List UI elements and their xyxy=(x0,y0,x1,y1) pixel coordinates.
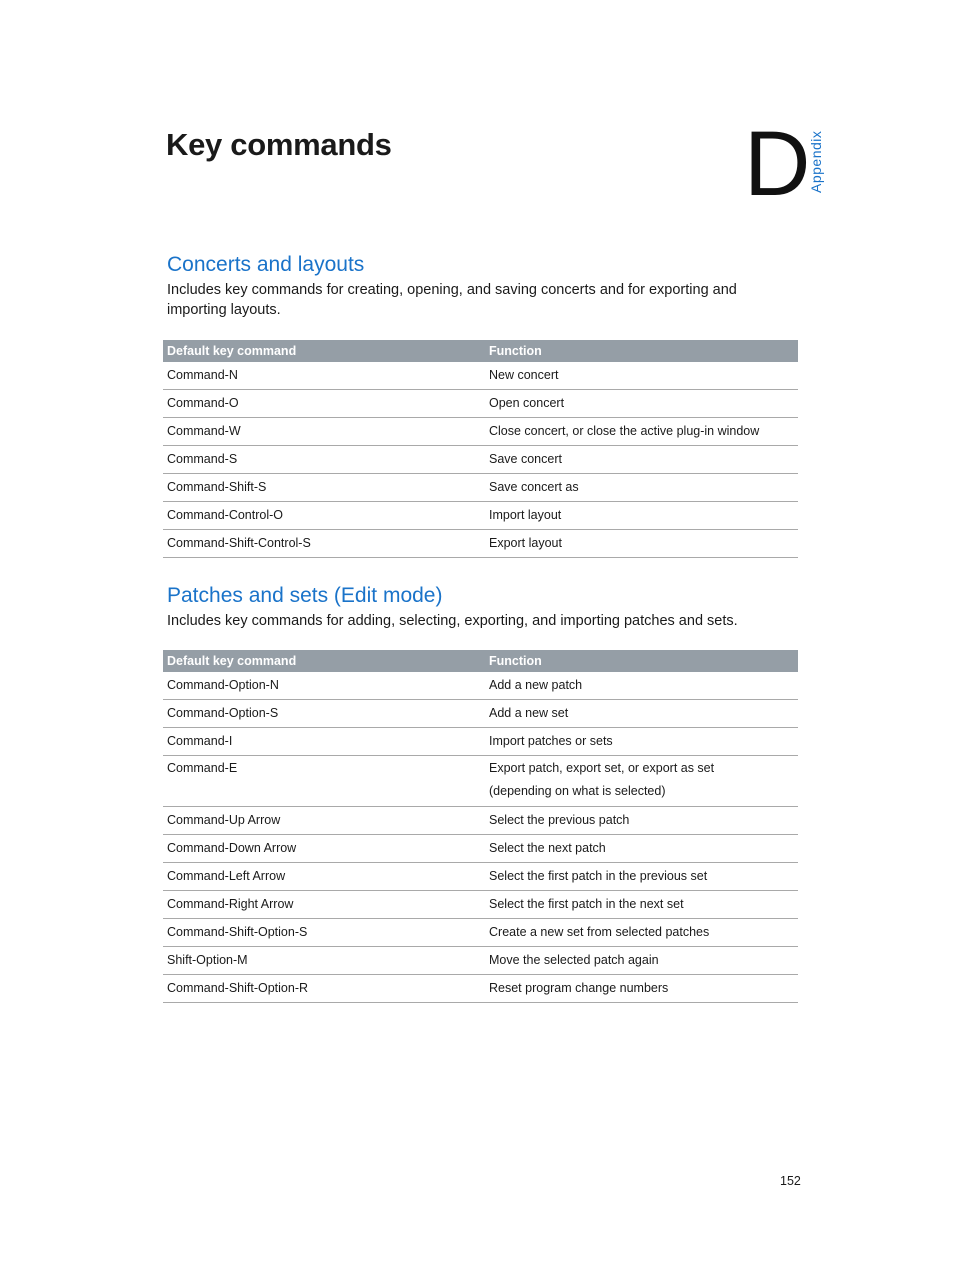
key-command-cell: Command-Option-N xyxy=(163,672,485,700)
table-row xyxy=(163,390,798,418)
key-command-cell: Command-W xyxy=(163,418,485,446)
key-command-cell: Command-Shift-Control-S xyxy=(163,530,485,558)
section-heading-concerts: Concerts and layouts xyxy=(167,253,365,276)
appendix-label: Appendix xyxy=(808,130,824,193)
key-command-cell: Command-E xyxy=(163,756,485,807)
column-header-key: Default key command xyxy=(163,340,485,362)
column-header-function: Function xyxy=(485,340,798,362)
key-command-cell: Command-I xyxy=(163,728,485,756)
function-cell: Select the first patch in the previous set xyxy=(485,863,798,891)
table-row xyxy=(163,700,798,728)
table-row xyxy=(163,446,798,474)
key-command-cell: Command-Right Arrow xyxy=(163,891,485,919)
page-number: 152 xyxy=(780,1174,801,1188)
table-row xyxy=(163,807,798,835)
key-command-cell: Command-Shift-S xyxy=(163,474,485,502)
key-command-cell: Command-Down Arrow xyxy=(163,835,485,863)
function-cell: Add a new patch xyxy=(485,672,798,700)
function-cell: Move the selected patch again xyxy=(485,947,798,975)
function-cell: Close concert, or close the active plug-in window xyxy=(485,418,798,446)
function-cell: Save concert xyxy=(485,446,798,474)
function-cell: Save concert as xyxy=(485,474,798,502)
table-row xyxy=(163,672,798,700)
table-body xyxy=(163,362,798,558)
function-cell: Select the next patch xyxy=(485,835,798,863)
section-heading-patches: Patches and sets (Edit mode) xyxy=(167,584,443,607)
table-row xyxy=(163,975,798,1003)
table-row xyxy=(163,947,798,975)
chapter-letter: D xyxy=(744,113,811,215)
key-command-cell: Command-Option-S xyxy=(163,700,485,728)
table-row xyxy=(163,530,798,558)
function-cell: Import patches or sets xyxy=(485,728,798,756)
column-header-key: Default key command xyxy=(163,650,485,672)
key-command-cell: Command-Left Arrow xyxy=(163,863,485,891)
table-row xyxy=(163,919,798,947)
table-row xyxy=(163,756,798,807)
patches-key-table xyxy=(163,650,798,1003)
table-row xyxy=(163,863,798,891)
function-cell: Export patch, export set, or export as set (depending on what is selected) xyxy=(485,756,798,807)
key-command-cell: Command-Shift-Option-S xyxy=(163,919,485,947)
function-cell: Export layout xyxy=(485,530,798,558)
table-row xyxy=(163,502,798,530)
key-command-cell: Command-O xyxy=(163,390,485,418)
key-command-cell: Command-Shift-Option-R xyxy=(163,975,485,1003)
function-cell: Create a new set from selected patches xyxy=(485,919,798,947)
table-row xyxy=(163,474,798,502)
concerts-key-table xyxy=(163,340,798,558)
table-header-row xyxy=(163,340,798,362)
table-row xyxy=(163,728,798,756)
column-header-function: Function xyxy=(485,650,798,672)
table-row xyxy=(163,418,798,446)
function-cell: Import layout xyxy=(485,502,798,530)
key-command-cell: Shift-Option-M xyxy=(163,947,485,975)
key-command-cell: Command-N xyxy=(163,362,485,390)
function-cell: Add a new set xyxy=(485,700,798,728)
key-command-cell: Command-S xyxy=(163,446,485,474)
function-cell: Open concert xyxy=(485,390,798,418)
table-row xyxy=(163,362,798,390)
table-row xyxy=(163,891,798,919)
table-row xyxy=(163,835,798,863)
function-cell: Reset program change numbers xyxy=(485,975,798,1003)
section-intro-patches: Includes key commands for adding, selecting, exporting, and importing patches and sets. xyxy=(167,613,738,629)
function-cell: New concert xyxy=(485,362,798,390)
section-intro-concerts: Includes key commands for creating, opening, and saving concerts and for exporting and importing layouts. xyxy=(167,282,737,318)
key-command-cell: Command-Control-O xyxy=(163,502,485,530)
table-body xyxy=(163,672,798,1003)
function-cell: Select the first patch in the next set xyxy=(485,891,798,919)
function-cell: Select the previous patch xyxy=(485,807,798,835)
key-command-cell: Command-Up Arrow xyxy=(163,807,485,835)
page-title: Key commands xyxy=(166,127,392,162)
table-header-row xyxy=(163,650,798,672)
